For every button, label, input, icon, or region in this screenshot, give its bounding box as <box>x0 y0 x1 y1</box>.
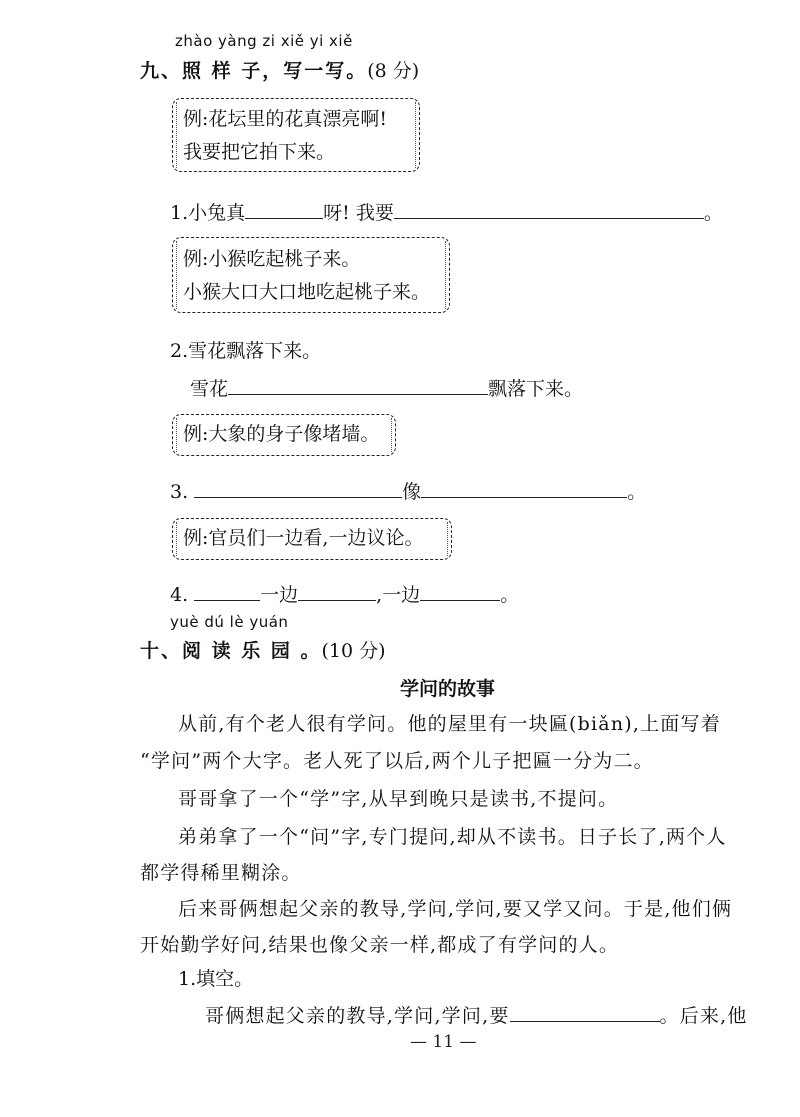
story-paragraph-line: 都学得稀里糊涂。 <box>140 862 302 884</box>
answer-blank[interactable] <box>420 580 500 601</box>
example-1-line-1: 例:花坛里的花真漂亮啊! <box>183 108 388 130</box>
story-paragraph-line: 从前,有个老人很有学问。他的屋里有一块匾(biǎn),上面写着 <box>178 713 721 735</box>
exercise-2-text-b: 飘落下来。 <box>488 378 584 400</box>
exercise-4 <box>170 580 519 607</box>
exercise-3-mid: 像 <box>402 481 422 503</box>
question-fill <box>205 1001 748 1028</box>
example-2-line-2: 小猴大口大口地吃起桃子来。 <box>183 281 431 303</box>
section9-heading-text: 九、照 样 子，写一写。 <box>140 60 368 82</box>
exercise-1-text-b: 呀! 我要 <box>323 202 394 224</box>
exercise-4-num: 4. <box>170 584 189 606</box>
exercise-4-end: 。 <box>500 584 520 606</box>
exercise-1-end: 。 <box>703 202 723 224</box>
answer-blank[interactable] <box>298 580 376 601</box>
story-paragraph-line: 弟弟拿了一个“问”字,专门提问,却从不读书。日子长了,两个人 <box>178 826 727 848</box>
answer-blank[interactable] <box>510 1001 660 1022</box>
exercise-3-num: 3. <box>170 481 189 503</box>
story-paragraph-line: 后来哥俩想起父亲的教导,学问,学问,要又学又问。于是,他们俩 <box>178 898 733 920</box>
story-title: 学问的故事 <box>400 678 496 700</box>
section9-score: (8 分) <box>367 60 420 82</box>
page-number: — 11 — <box>410 1032 477 1052</box>
story-paragraph-line: “学问”两个大字。老人死了以后,两个儿子把匾一分为二。 <box>140 750 654 772</box>
example-box-1 <box>172 98 420 172</box>
answer-blank[interactable] <box>421 477 627 498</box>
example-box-2 <box>172 237 450 313</box>
answer-blank[interactable] <box>228 374 488 395</box>
exercise-4-text-b: ,一边 <box>376 584 421 606</box>
exercise-2-text-a: 雪花 <box>190 378 229 400</box>
answer-blank[interactable] <box>394 198 704 219</box>
example-4-line-1: 例:官员们一边看,一边议论。 <box>183 527 424 549</box>
example-2-line-1: 例:小猴吃起桃子来。 <box>183 248 361 270</box>
section9-heading <box>140 56 419 83</box>
exercise-1-text-a: 小兔真 <box>188 202 246 224</box>
question-text-b: 。后来,他 <box>659 1005 748 1027</box>
story-paragraph-line: 开始勤学好问,结果也像父亲一样,都成了有学问的人。 <box>140 934 620 956</box>
example-3-line-1: 例:大象的身子像堵墙。 <box>183 423 380 445</box>
exercise-1 <box>170 198 723 225</box>
section9-pinyin: zhào yàng zi xiě yi xiě <box>175 32 353 50</box>
answer-blank[interactable] <box>194 580 260 601</box>
question-text-a: 哥俩想起父亲的教导,学问,学问,要 <box>205 1005 510 1027</box>
exercise-2-answer <box>190 374 583 401</box>
exercise-2-text: 雪花飘落下来。 <box>188 340 322 362</box>
section10-pinyin: yuè dú lè yuán <box>170 613 289 631</box>
exercise-3 <box>170 477 646 504</box>
exercise-1-num: 1. <box>170 202 189 224</box>
answer-blank[interactable] <box>245 198 323 219</box>
exercise-3-end: 。 <box>627 481 647 503</box>
exercise-2 <box>170 336 321 363</box>
section10-heading <box>140 636 386 663</box>
question-label: 1.填空。 <box>178 968 254 990</box>
section10-score: (10 分) <box>321 640 386 662</box>
section10-heading-text: 十、阅 读 乐 园 。 <box>140 640 322 662</box>
example-box-4 <box>172 518 452 560</box>
example-1-line-2: 我要把它拍下来。 <box>183 141 336 163</box>
story-paragraph-line: 哥哥拿了一个“学”字,从早到晚只是读书,不提问。 <box>178 788 619 810</box>
exercise-4-text-a: 一边 <box>260 584 299 606</box>
answer-blank[interactable] <box>194 477 402 498</box>
exercise-2-num: 2. <box>170 340 189 362</box>
example-box-3 <box>172 414 396 456</box>
